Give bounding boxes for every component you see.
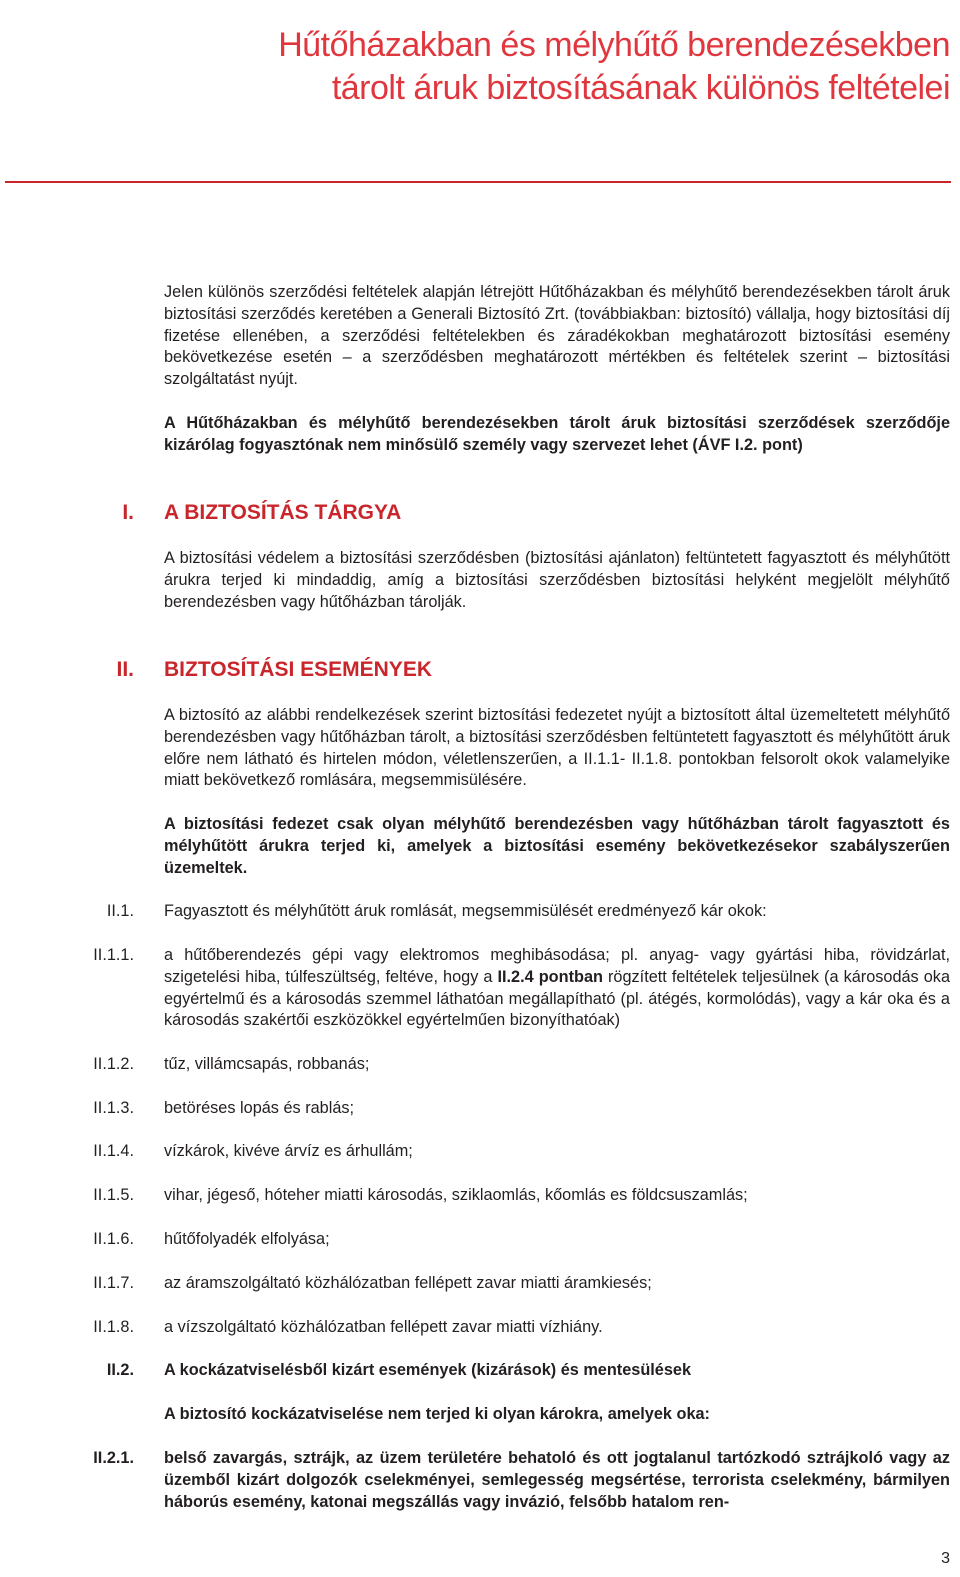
page-title xyxy=(278,24,950,110)
item-text: a vízszolgáltató közhálózatban fellépett zavar miatti vízhiány. xyxy=(164,1318,603,1336)
item-text-part: rögzített feltételek teljesülnek (a károsodás oka egyértelmű és a károsodás szemmel láthatóan megállapítható (pl. átégés, kormolódás), vagy a kár oka és a károsodás szakértői eszközökkel egyértelműen bizonyíthatóak) xyxy=(164,967,950,1030)
section-1-text: A biztosítási védelem a biztosítási szerződésben (biztosítási ajánlaton) feltüntetett fagyasztott és mélyhűtött árukra terjed ki mindaddig, amíg a biztosítási szerződésben biztosítási helyként megjelölt mélyhűtő berendezésben vagy hűtőházban tárolják. xyxy=(164,549,950,611)
item-text: vihar, jégeső, hóteher miatti károsodás, sziklaomlás, kőomlás es földcsuszamlás; xyxy=(164,1186,748,1204)
item-number: II.1.7. xyxy=(93,1274,134,1292)
item-text: belső zavargás, sztrájk, az üzem területére behatoló és ott jogtalanul tartózkodó sztrájkoló vagy az üzemből kizárt dolgozók cselekményei, semlegesség megsértése, terrorista cselekmény, bármilyen háborús esemény, katonai megszállás vagy invázió, felsőbb hatalom ren- xyxy=(164,1449,950,1511)
section-1-title: A BIZTOSÍTÁS TÁRGYA xyxy=(164,501,402,524)
subsection-intro: A biztosító kockázatviselése nem terjed ki olyan károkra, amelyek oka: xyxy=(164,1405,710,1423)
item-text-bold: II.2.4 pontban xyxy=(497,967,603,986)
item-number: II.1.3. xyxy=(93,1099,134,1117)
section-2-paragraph-2: A biztosítási fedezet csak olyan mélyhűtő berendezésben vagy hűtőházban tárolt fagyasztott és mélyhűtött árukra terjed ki, amelyek a biztosítási esemény bekövetkezésekor szabályszerűen üzemeltek. xyxy=(164,815,950,877)
intro-paragraph-2: A Hűtőházakban és mélyhűtő berendezésekben tárolt áruk biztosítási szerződések szerződője kizárólag fogyasztónak nem minősülő személy vagy szervezet lehet (ÁVF I.2. pont) xyxy=(164,414,950,454)
item-text: az áramszolgáltató közhálózatban fellépett zavar miatti áramkiesés; xyxy=(164,1274,652,1292)
item-text: betöréses lopás és rablás; xyxy=(164,1099,355,1117)
item-text: hűtőfolyadék elfolyása; xyxy=(164,1230,330,1248)
item-number: II.1.5. xyxy=(93,1186,134,1204)
header-divider xyxy=(5,181,951,183)
section-2-number: II. xyxy=(116,658,134,681)
title-line-1: Hűtőházakban és mélyhűtő berendezésekben xyxy=(278,26,950,64)
intro-paragraph-1: Jelen különös szerződési feltételek alapján létrejött Hűtőházakban és mélyhűtő berendezésekben tárolt áruk biztosítási szerződés keretében a Generali Biztosító Zrt. (továbbiakban: biztosító) vállalja, hogy biztosítási díj fizetése ellenében, a szerződési feltételekben és záradékokban meghatározott biztosítási esemény bekövetkezése esetén – a szerződésben meghatározott mértékben és feltételek szerint – biztosítási szolgáltatást nyújt. xyxy=(164,283,950,389)
item-number: II.1.4. xyxy=(93,1142,134,1160)
item-text: tűz, villámcsapás, robbanás; xyxy=(164,1055,370,1073)
subsection-number: II.1. xyxy=(106,902,134,920)
subsection-title: A kockázatviselésből kizárt események (kizárások) és mentesülések xyxy=(164,1361,692,1379)
item-number: II.1.1. xyxy=(93,946,134,964)
item-text xyxy=(164,945,950,1032)
item-number: II.1.8. xyxy=(93,1318,134,1336)
section-2-paragraph-1: A biztosító az alábbi rendelkezések szerint biztosítási fedezetet nyújt a biztosított által üzemeltetett mélyhűtő berendezésben vagy hűtőházban tárolt, a biztosítási szerződésben feltüntetett fagyasztott és mélyhűtött áruk előre nem látható és hirtelen módon, véletlenszerűen, a II.1.1- II.1.8. pontokban felsorolt okok valamelyike miatt bekövetkező romlására, megsemmisülésére. xyxy=(164,706,950,790)
section-2-title: BIZTOSÍTÁSI ESEMÉNYEK xyxy=(164,658,432,681)
item-number: II.2.1. xyxy=(93,1449,134,1467)
section-1-number: I. xyxy=(122,501,134,524)
item-number: II.1.6. xyxy=(93,1230,134,1248)
subsection-number: II.2. xyxy=(106,1361,134,1379)
item-text-part: a hűtőberendezés gépi vagy elektromos meghibásodása; pl. anyag- vagy gyártási hiba, rövidzárlat, szigetelési hiba, túlfeszültség, feltéve, hogy a xyxy=(164,946,950,986)
item-text: vízkárok, kivéve árvíz es árhullám; xyxy=(164,1142,413,1160)
page-number: 3 xyxy=(941,1550,950,1567)
item-number: II.1.2. xyxy=(93,1055,134,1073)
title-line-2: tárolt áruk biztosításának különös feltételei xyxy=(331,69,950,107)
subsection-text: Fagyasztott és mélyhűtött áruk romlását, megsemmisülését eredményező kár okok: xyxy=(164,902,767,920)
